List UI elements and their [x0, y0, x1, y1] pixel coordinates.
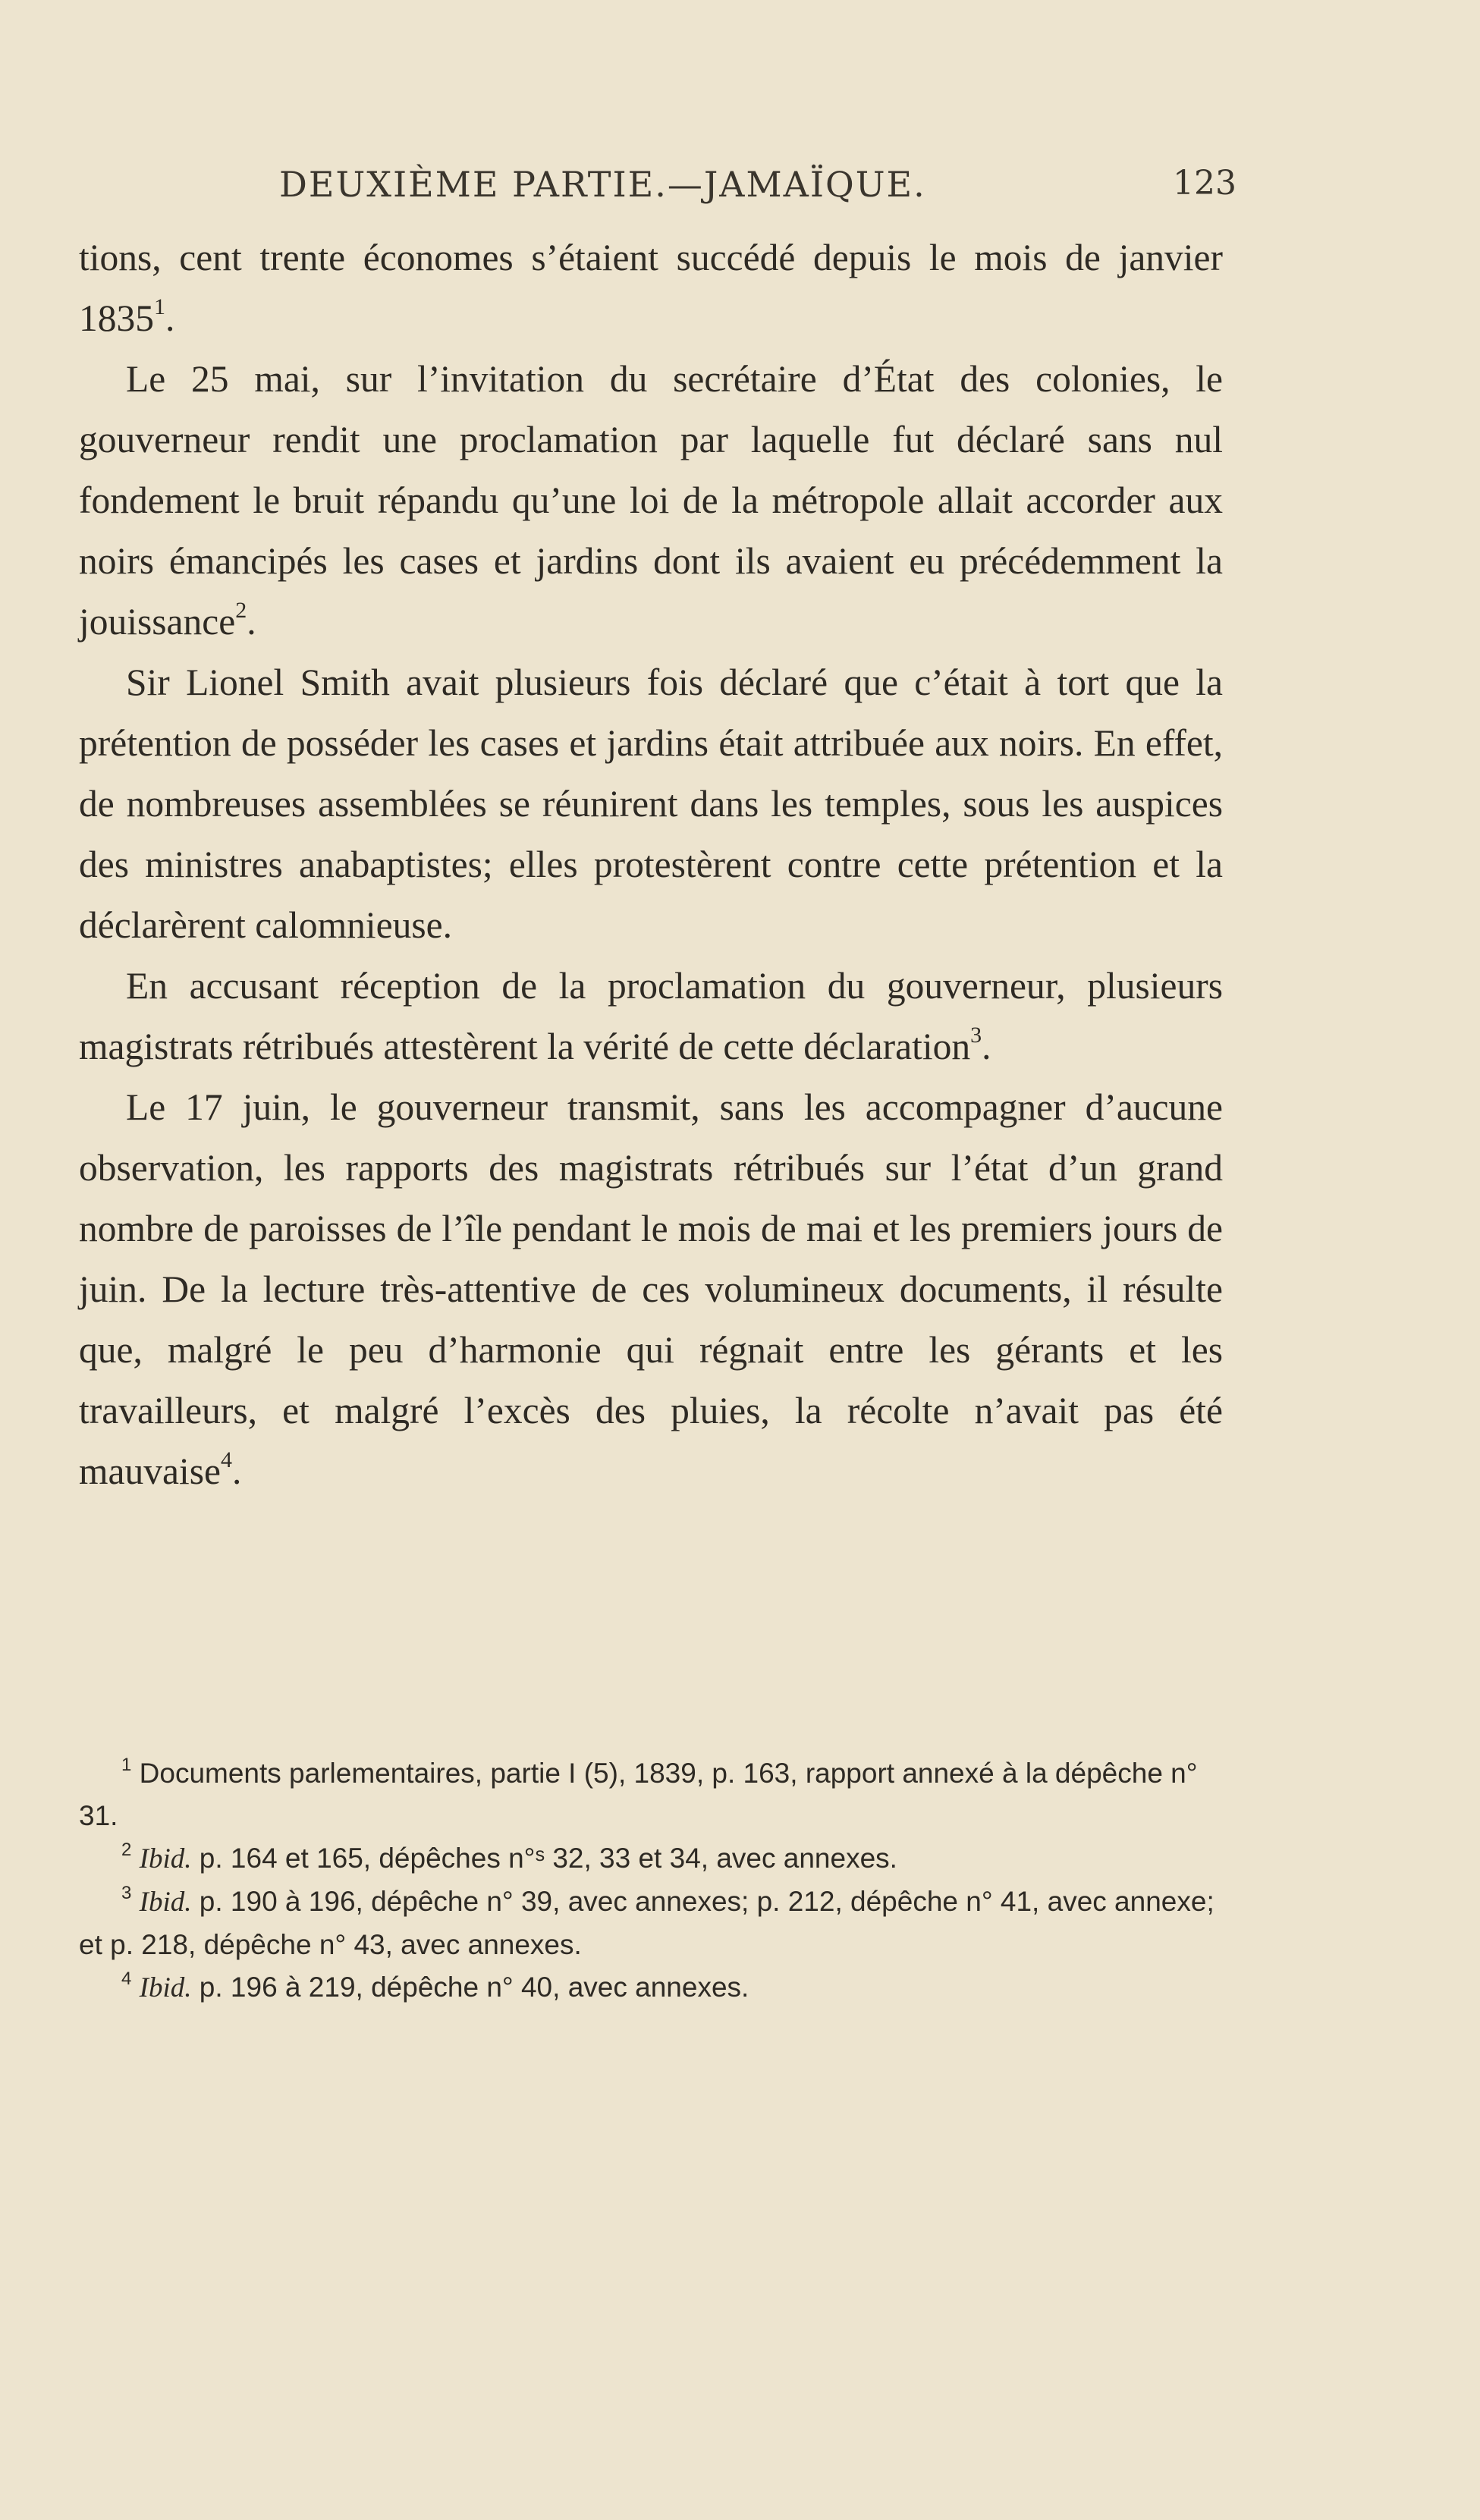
paragraph	[79, 956, 1223, 1077]
footnote-text: p. 196 à 219, dépêche n° 40, avec annexes.	[191, 1972, 749, 2003]
paragraph-end: .	[982, 1026, 991, 1067]
footnote-number: 4	[121, 1969, 132, 1989]
footnote-ref: 1	[154, 294, 165, 319]
footnote	[79, 1752, 1223, 1837]
running-head: DEUXIÈME PARTIE.—JAMAÏQUE.	[279, 164, 926, 205]
footnote-ref: 3	[970, 1023, 982, 1048]
body-text	[79, 228, 1223, 1502]
footnote-ibid: Ibid.	[139, 1843, 192, 1874]
paragraph-end: .	[247, 601, 256, 643]
paragraph	[79, 1077, 1223, 1502]
footnote-number: 1	[121, 1755, 132, 1775]
footnote-ref: 2	[235, 598, 247, 623]
paragraph-end: .	[165, 297, 175, 339]
page-header	[279, 164, 1236, 209]
footnote-text: p. 164 et 165, dépêches n°ˢ 32, 33 et 34, avec annexes.	[191, 1843, 897, 1874]
footnote-ibid: Ibid.	[139, 1887, 192, 1918]
footnote-text: Documents parlementaires, partie I (5), 1839, p. 163, rapport annexé à la dépêche n° 31.	[79, 1758, 1198, 1831]
paragraph-text: Le 25 mai, sur l’invitation du secrétaire d’État des colonies, le gouverneur rendit une proclamation par laquelle fut déclaré sans nul fondement le bruit répandu qu’une loi de la métropole allait accorder aux noirs émancipés les cases et jardins dont ils avaient eu précédemment la jouissance	[79, 358, 1223, 643]
paragraph	[79, 349, 1223, 652]
paragraph-text: En accusant réception de la proclamation du gouverneur, plusieurs magistrats rétribués attestèrent la vérité de cette déclaration	[79, 965, 1223, 1067]
footnote	[79, 1837, 1223, 1881]
paragraph-text: Le 17 juin, le gouverneur transmit, sans les accompagner d’aucune observation, les rapports des magistrats rétribués sur l’état d’un grand nombre de paroisses de l’île pendant le mois de mai et les premiers jours de juin. De la lecture très-attentive de ces volumineux documents, il résulte que, malgré le peu d’harmonie qui régnait entre les gérants et les travailleurs, et malgré l’excès des pluies, la récolte n’avait pas été mauvaise	[79, 1086, 1223, 1492]
footnote	[79, 1881, 1223, 1966]
paragraph	[79, 652, 1223, 956]
paragraph-text: Sir Lionel Smith avait plusieurs fois déclaré que c’était à tort que la prétention de posséder les cases et jardins était attribuée aux noirs. En effet, de nombreuses assemblées se réunirent dans les temples, sous les auspices des ministres anabaptistes; elles protestèrent contre cette prétention et la déclarèrent calomnieuse.	[79, 661, 1223, 946]
paragraph-text: tions, cent trente économes s’étaient succédé depuis le mois de janvier 1835	[79, 237, 1223, 339]
paragraph-end: .	[231, 1450, 242, 1492]
footnote-number: 2	[121, 1840, 132, 1860]
paragraph	[79, 228, 1223, 349]
footnote-text: p. 190 à 196, dépêche n° 39, avec annexes; p. 212, dépêche n° 41, avec annexe; et p. 218, dépêche n° 43, avec annexes.	[79, 1886, 1214, 1960]
footnote	[79, 1966, 1223, 2009]
footnote-ref: 4	[220, 1447, 232, 1472]
footnote-number: 3	[121, 1883, 132, 1903]
footnote-ibid: Ibid.	[139, 1972, 192, 2003]
footnotes	[79, 1752, 1223, 2009]
page-number: 123	[1173, 164, 1236, 203]
